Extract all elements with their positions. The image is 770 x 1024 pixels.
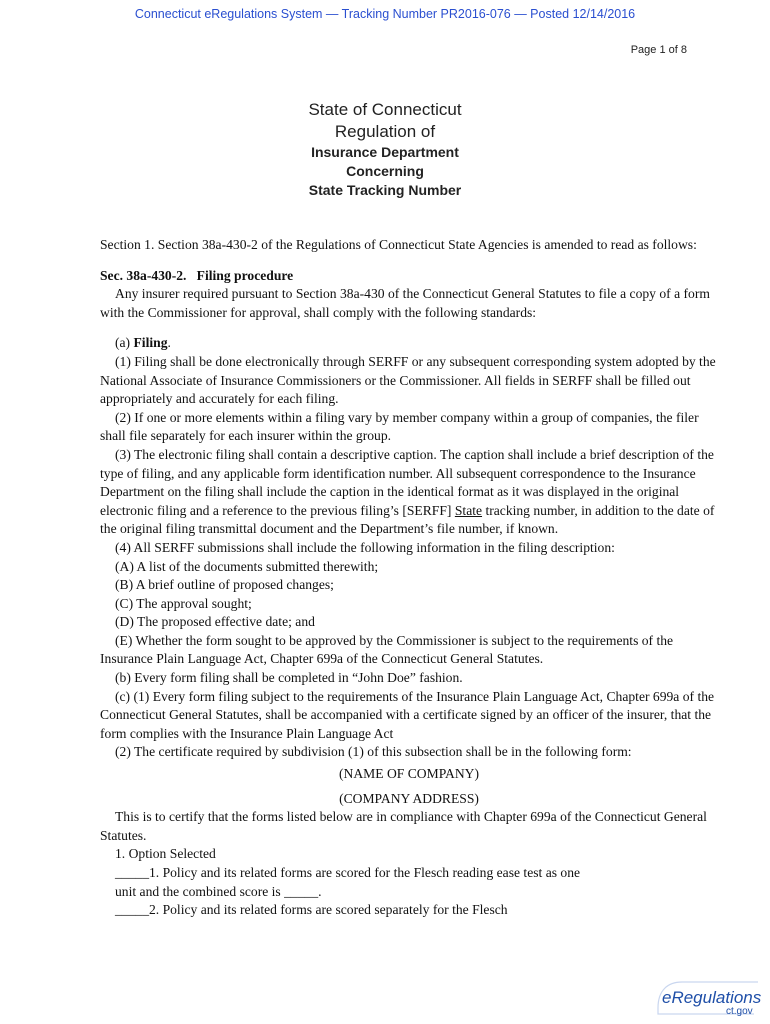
title-concerning: Concerning xyxy=(346,163,424,179)
title-state: State of Connecticut xyxy=(308,100,462,119)
option-2: _____2. Policy and its related forms are scored separately for the Flesch xyxy=(115,902,508,918)
section-number: Sec. 38a-430-2. xyxy=(100,267,187,283)
intro-paragraph: Section 1. Section 38a-430-2 of the Regulations of Connecticut State Agencies is amended to read as follows: xyxy=(100,237,697,252)
subsection-b: (b) Every form filing shall be completed in “John Doe” fashion. xyxy=(115,670,463,686)
paragraph-2: (2) If one or more elements within a filing vary by member company within a group of companies, the filer shall file separately for each insurer within the group. xyxy=(100,409,699,444)
title-regulation: Regulation of xyxy=(334,122,436,141)
section-title: Filing procedure xyxy=(196,267,294,283)
subsection-a-prefix: (a) xyxy=(115,335,134,351)
list-item-d: (D) The proposed effective date; and xyxy=(115,614,315,630)
section-heading xyxy=(100,267,718,286)
list-item-a: (A) A list of the documents submitted therewith; xyxy=(115,558,379,574)
subsection-c-2: (2) The certificate required by subdivision (1) of this subsection shall be in the following form: xyxy=(115,744,632,760)
tracking-banner: Connecticut eRegulations System — Tracking Number PR2016-076 — Posted 12/14/2016 xyxy=(134,7,636,21)
subsection-a-label xyxy=(100,334,718,353)
subsection-c-1: (c) (1) Every form filing subject to the requirements of the Insurance Plain Language Act, Chapter 699a of the Connecticut General Statutes, shall be accompanied with a certificate signed by an officer of the insurer, that the form complies with the Insurance Plain Language Act xyxy=(100,688,715,741)
page-number: Page 1 of 8 xyxy=(630,44,687,56)
list-item-b: (B) A brief outline of proposed changes; xyxy=(115,577,334,593)
option-selected: 1. Option Selected xyxy=(115,846,216,862)
title-subject: State Tracking Number xyxy=(308,182,462,198)
document-title-block xyxy=(0,99,770,200)
paragraph-3 xyxy=(100,446,718,539)
title-department: Insurance Department xyxy=(311,144,459,160)
subsection-a-title: Filing xyxy=(133,335,168,351)
logo-wordmark: eRegulations xyxy=(662,988,762,1007)
company-name-placeholder: (NAME OF COMPANY) xyxy=(339,766,479,782)
paragraph-4: (4) All SERFF submissions shall include the following information in the filing description: xyxy=(115,539,615,555)
logo-domain: ct.gov xyxy=(726,1006,753,1017)
subsection-a-suffix: . xyxy=(167,335,171,351)
section-intro: Any insurer required pursuant to Section 38a-430 of the Connecticut General Statutes to file a copy of a form with the Commissioner for approval, shall comply with the following standards: xyxy=(100,286,710,320)
list-item-e: (E) Whether the form sought to be approved by the Commissioner is subject to the requirements of the Insurance Plain Language Act, Chapter 699a of the Connecticut General Statutes. xyxy=(100,632,674,667)
company-address-placeholder: (COMPANY ADDRESS) xyxy=(339,790,479,806)
paragraph-3-part-2: tracking number, in addition to the date of the original filing transmittal document and the Department’s file number, if known. xyxy=(100,502,715,537)
certification-statement: This is to certify that the forms listed below are in compliance with Chapter 699a of the Connecticut General Statutes. xyxy=(100,809,707,843)
option-1-line-1: _____1. Policy and its related forms are scored for the Flesch reading ease test as one xyxy=(115,865,581,880)
eregulations-logo xyxy=(654,974,762,1018)
eregulations-logo-graphic xyxy=(654,974,762,1018)
regulation-body xyxy=(100,236,718,920)
option-1-line-2: unit and the combined score is _____. xyxy=(115,883,322,899)
list-item-c: (C) The approval sought; xyxy=(115,595,252,611)
inserted-text: State xyxy=(454,502,483,518)
paragraph-3-part-1: (3) The electronic filing shall contain a descriptive caption. The caption shall include a brief description of the type of filing, and any applicable form identification number. All subsequent correspondence to the Insurance Department on the filing shall include the caption in the identical format as it was displayed in the original electronic filing and a reference to the previous filing’s [SERFF] xyxy=(100,446,714,518)
paragraph-1: (1) Filing shall be done electronically through SERFF or any subsequent corresponding system adopted by the National Associate of Insurance Commissioners or the Commissioner. All fields in SERFF shall be filled out appropriately and accurately for each filing. xyxy=(100,353,716,407)
